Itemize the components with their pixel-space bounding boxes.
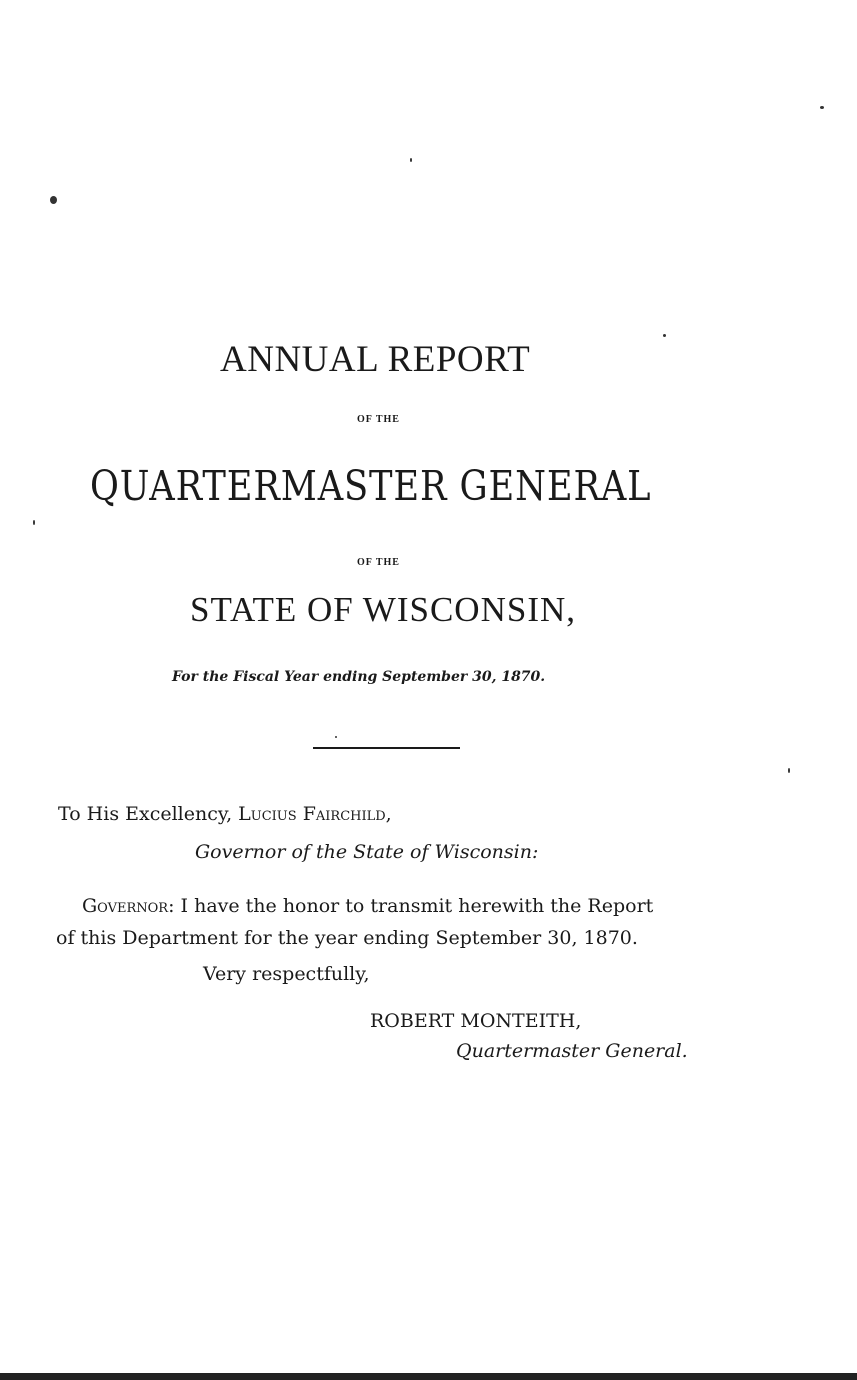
addressee-name: Lucius Fairchild, (238, 803, 392, 825)
salutation-line (58, 803, 392, 825)
page-bottom-edge (0, 1373, 857, 1380)
print-speck (50, 196, 57, 204)
signature-name: ROBERT MONTEITH, (370, 1010, 582, 1032)
letter-body-line-1 (82, 895, 653, 917)
greeting: Governor: (82, 895, 175, 917)
of-the-connector: OF THE (357, 414, 400, 425)
closing: Very respectfully, (203, 963, 370, 985)
addressee-title: Governor of the State of Wisconsin: (195, 841, 539, 863)
department-title: QUARTERMASTER GENERAL (90, 462, 652, 510)
fiscal-year-subtitle: For the Fiscal Year ending September 30, 1870. (172, 669, 546, 685)
print-speck (410, 158, 412, 162)
print-speck (788, 768, 790, 773)
salutation-prefix: To His Excellency, (58, 803, 239, 825)
state-title: STATE OF WISCONSIN, (190, 590, 577, 629)
print-speck (335, 736, 337, 738)
section-divider (313, 747, 460, 749)
body-text: I have the honor to transmit herewith the Report (174, 895, 654, 917)
report-title: ANNUAL REPORT (220, 339, 531, 380)
print-speck (33, 520, 35, 525)
print-speck (663, 334, 666, 337)
letter-body-line-2: of this Department for the year ending September 30, 1870. (56, 927, 638, 949)
print-speck (820, 106, 824, 109)
of-the-connector: OF THE (357, 557, 400, 568)
signature-title: Quartermaster General. (456, 1040, 688, 1062)
